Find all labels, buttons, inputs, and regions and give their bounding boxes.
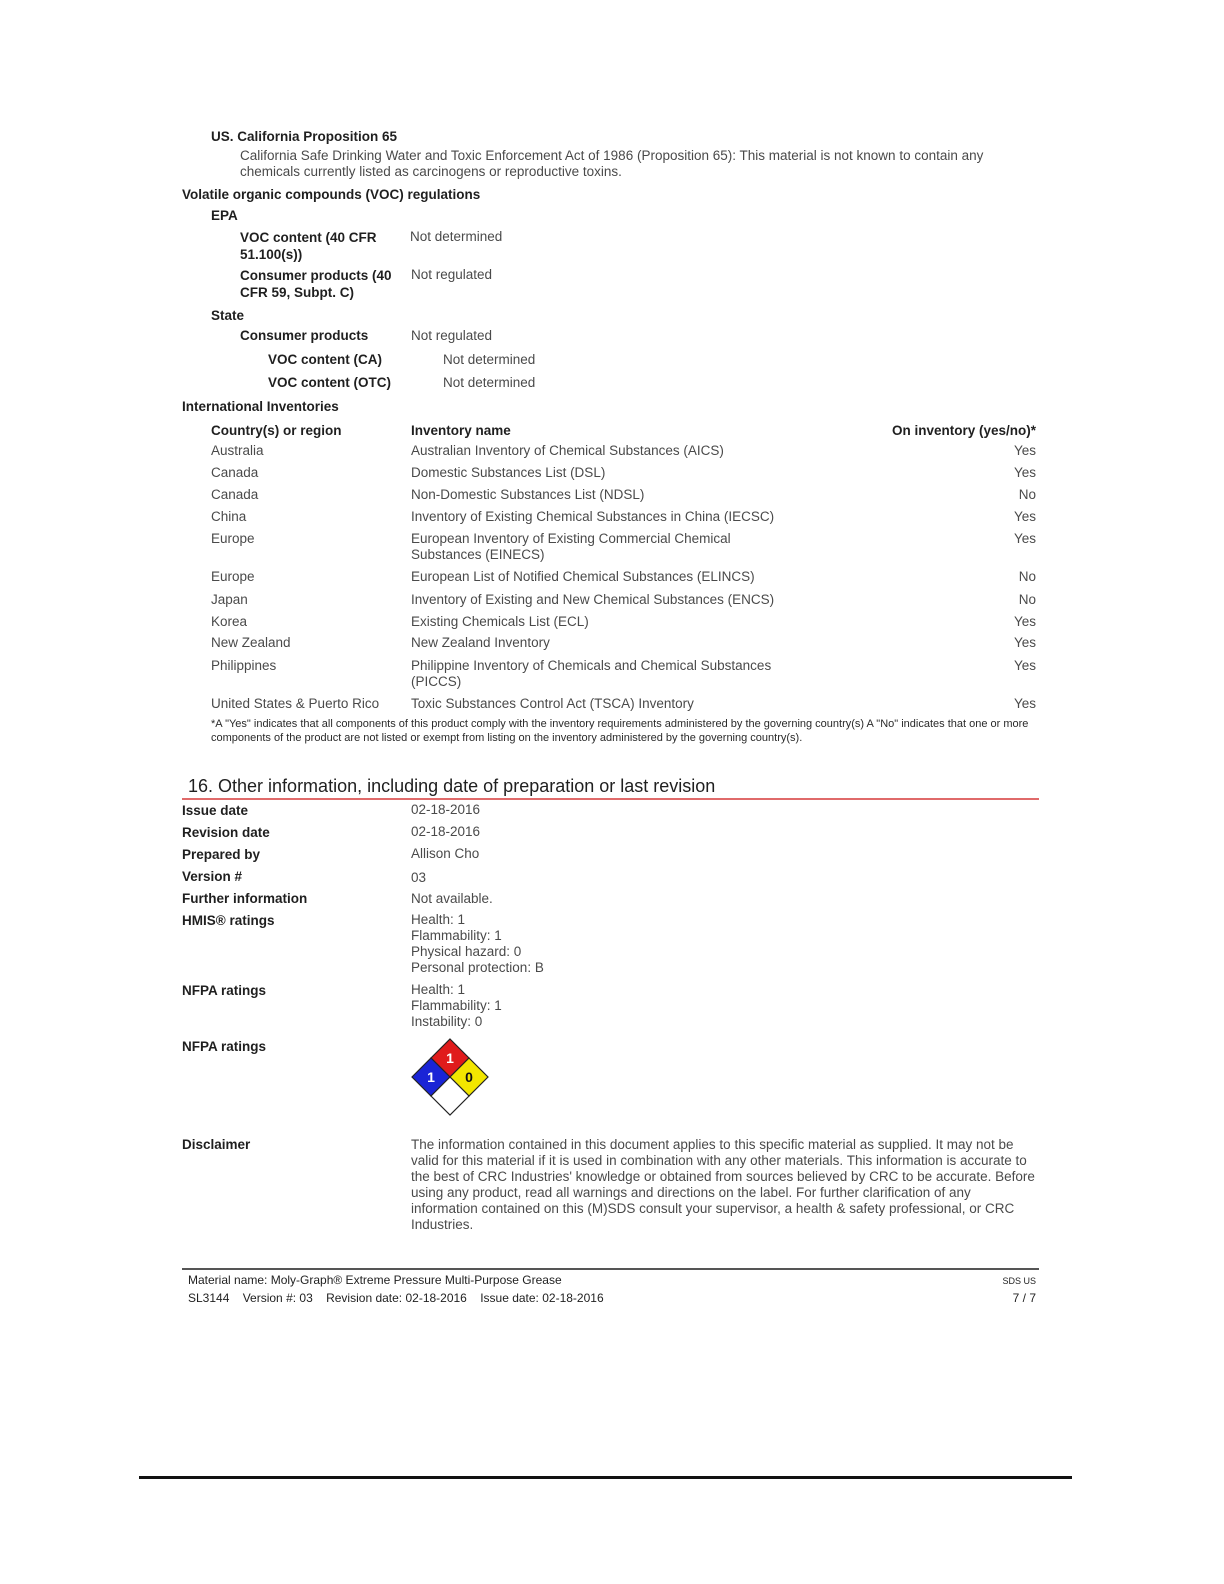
consumer-epa-label: Consumer products (40 CFR 59, Subpt. C) [240, 268, 392, 300]
inventory-status: Yes [1013, 635, 1036, 650]
version-value: 03 [411, 870, 427, 885]
inventory-status: Yes [1013, 531, 1036, 546]
hmis-ratings [411, 912, 544, 976]
inventory-country: Korea [211, 614, 248, 629]
consumer-epa-value: Not regulated [411, 267, 493, 282]
voc-otc-value: Not determined [443, 375, 536, 390]
inventory-country: Europe [211, 531, 255, 546]
epa-label: EPA [211, 208, 238, 223]
inventory-name: Inventory of Existing and New Chemical Substances (ENCS) [411, 592, 775, 607]
inventory-name: Philippine Inventory of Chemicals and Chemical Substances (PICCS) [411, 658, 772, 689]
inventory-country: Canada [211, 487, 259, 502]
state-label: State [211, 308, 245, 323]
inventory-header-status: On inventory (yes/no)* [891, 423, 1036, 438]
issue-date-label: Issue date [182, 803, 249, 818]
inventory-country: Canada [211, 465, 259, 480]
voc-content-value: Not determined [410, 229, 503, 244]
voc-ca-label: VOC content (CA) [268, 352, 382, 367]
nfpa-diamond-icon [410, 1038, 490, 1118]
nfpa-health-number: 1 [427, 1069, 435, 1085]
inventory-header-country: Country(s) or region [211, 423, 342, 438]
inventory-header-name: Inventory name [411, 423, 511, 438]
nfpa-ratings [411, 982, 502, 1030]
footer-page-number: 7 / 7 [1012, 1291, 1036, 1305]
voc-content-label: VOC content (40 CFR 51.100(s)) [240, 230, 377, 262]
page-bottom-rule [139, 1476, 1072, 1479]
footer-revision-line: SL3144 Version #: 03 Revision date: 02-18-2016 Issue date: 02-18-2016 [188, 1291, 604, 1305]
voc-ca-value: Not determined [443, 352, 536, 367]
inventory-status: Yes [1013, 658, 1036, 673]
inventory-country: China [211, 509, 247, 524]
hmis-personal-protection: Personal protection: B [411, 960, 544, 975]
prop65-title: US. California Proposition 65 [211, 129, 398, 144]
inventory-name: Existing Chemicals List (ECL) [411, 614, 589, 629]
inventory-status: Yes [1013, 696, 1036, 711]
inventory-status: No [1018, 569, 1036, 584]
consumer-state-value: Not regulated [411, 328, 493, 343]
footer-sds: SDS US [1002, 1276, 1036, 1286]
disclaimer-text: The information contained in this document applies to this specific material as supplied. It may not be valid for this material if it is used in combination with any other materials. This information is accurate to the best of CRC Industries' knowledge or obtained from sources believed by CRC to be accurate. Before using any product, read all warnings and directions on the label. For further clarification of any information contained on this (M)SDS consult your supervisor, a health & safety professional, or CRC Industries. [411, 1137, 1035, 1232]
inventory-status: No [1018, 487, 1036, 502]
further-info-value: Not available. [411, 891, 493, 906]
further-info-label: Further information [182, 891, 308, 906]
section16-title: 16. Other information, including date of preparation or last revision [188, 776, 716, 796]
footer-divider [182, 1268, 1039, 1270]
inventory-status: Yes [1013, 614, 1036, 629]
inventory-name: European Inventory of Existing Commercial Chemical Substances (EINECS) [411, 531, 731, 562]
inventory-country: Europe [211, 569, 255, 584]
inventory-status: No [1018, 592, 1036, 607]
inventory-name: Toxic Substances Control Act (TSCA) Inventory [411, 696, 694, 711]
inventory-status: Yes [1013, 509, 1036, 524]
version-label: Version # [182, 869, 243, 884]
inventory-name: Inventory of Existing Chemical Substances in China (IECSC) [411, 509, 775, 524]
inventories-title: International Inventories [182, 399, 339, 414]
nfpa-health: Health: 1 [411, 982, 466, 997]
inventory-country: New Zealand [211, 635, 291, 650]
inventory-name: New Zealand Inventory [411, 635, 550, 650]
hmis-physical-hazard: Physical hazard: 0 [411, 944, 522, 959]
issue-date-value: 02-18-2016 [411, 802, 481, 817]
nfpa-label: NFPA ratings [182, 983, 267, 998]
nfpa-flammability: Flammability: 1 [411, 998, 502, 1013]
inventory-country: Philippines [211, 658, 277, 673]
footer-material-name: Material name: Moly-Graph® Extreme Pressure Multi-Purpose Grease [188, 1273, 562, 1287]
hmis-flammability: Flammability: 1 [411, 928, 502, 943]
nfpa-flammability-number: 1 [446, 1050, 454, 1066]
revision-date-value: 02-18-2016 [411, 824, 481, 839]
inventory-status: Yes [1013, 465, 1036, 480]
inventory-name: Domestic Substances List (DSL) [411, 465, 606, 480]
nfpa-instability: Instability: 0 [411, 1014, 483, 1029]
section-divider [182, 798, 1039, 800]
voc-otc-label: VOC content (OTC) [268, 375, 391, 390]
prop65-text: California Safe Drinking Water and Toxic Enforcement Act of 1986 (Proposition 65): This material is not known to contain any chemicals currently listed as carcinogens or reproductive toxins. [240, 148, 984, 179]
hmis-label: HMIS® ratings [182, 913, 275, 928]
inventory-country: Japan [211, 592, 248, 607]
nfpa-diamond-label: NFPA ratings [182, 1039, 267, 1054]
inventory-country: Australia [211, 443, 264, 458]
inventory-note: *A "Yes" indicates that all components of this product comply with the inventory requirements administered by the governing country(s) A "No" indicates that one or more components of the product are not listed or exempt from listing on the inventory administered by the governing country(s). [211, 718, 1029, 744]
nfpa-instability-number: 0 [465, 1069, 473, 1085]
revision-date-label: Revision date [182, 825, 270, 840]
prepared-by-label: Prepared by [182, 847, 261, 862]
hmis-health: Health: 1 [411, 912, 466, 927]
inventory-status: Yes [1013, 443, 1036, 458]
inventory-name: Australian Inventory of Chemical Substances (AICS) [411, 443, 724, 458]
voc-title: Volatile organic compounds (VOC) regulations [182, 187, 481, 202]
inventory-name: European List of Notified Chemical Substances (ELINCS) [411, 569, 755, 584]
disclaimer-label: Disclaimer [182, 1137, 251, 1152]
inventory-country: United States & Puerto Rico [211, 696, 380, 711]
inventory-name: Non-Domestic Substances List (NDSL) [411, 487, 645, 502]
consumer-state-label: Consumer products [240, 328, 369, 343]
prepared-by-value: Allison Cho [411, 846, 480, 861]
